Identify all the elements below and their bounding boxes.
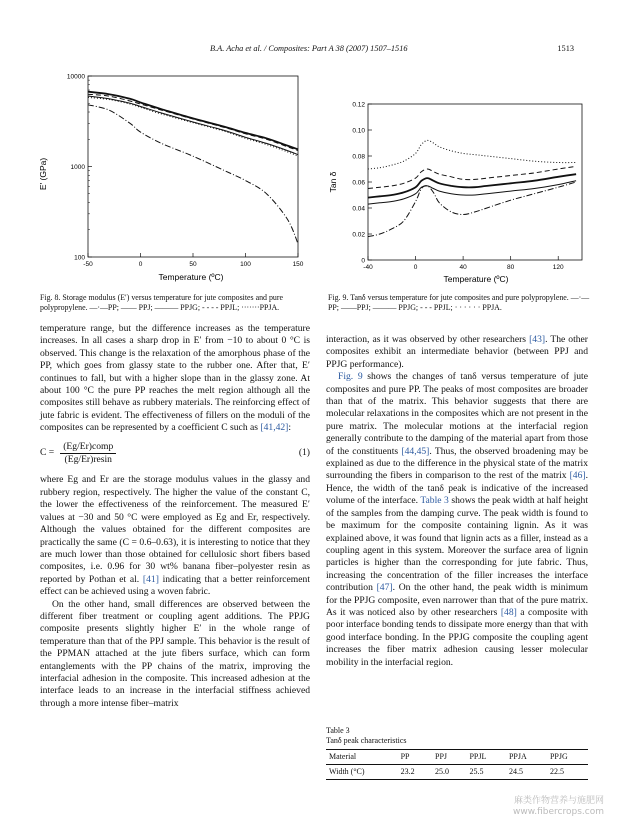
watermark-line-2: www.fibercrops.com bbox=[513, 807, 604, 817]
table-header-row bbox=[326, 750, 588, 765]
equation-fraction bbox=[60, 441, 116, 467]
fig9-y-tick-label: 0.02 bbox=[352, 231, 365, 239]
fig9-series-pp bbox=[368, 182, 576, 237]
equation-1 bbox=[40, 441, 310, 467]
table-cell: 25.0 bbox=[435, 767, 450, 776]
fig8-series-ppja bbox=[88, 97, 298, 156]
figure-link[interactable]: Fig. 9 bbox=[338, 371, 363, 383]
table-cell: 25.5 bbox=[469, 767, 484, 776]
fig8-x-axis-label: Temperature (ºC) bbox=[158, 272, 224, 282]
fig9-x-tick-label: 120 bbox=[552, 264, 564, 271]
left-paragraph-2 bbox=[40, 474, 310, 598]
fig8-y-tick-label: 100 bbox=[74, 254, 85, 262]
table-header-cell: PPJ bbox=[435, 752, 448, 761]
fig9-y-tick-label: 0.08 bbox=[352, 153, 365, 161]
fig8-series-ppj bbox=[88, 96, 298, 155]
text: indicating that a better reinforcement effect can be achieved using a woven fabric. bbox=[40, 573, 310, 598]
fig8-series-ppjg bbox=[88, 92, 298, 150]
citation-link[interactable]: [41,42] bbox=[260, 422, 289, 434]
table-header-cell: Material bbox=[329, 752, 357, 761]
left-paragraph-1 bbox=[40, 323, 310, 435]
fig9-series-ppjl bbox=[368, 166, 576, 188]
fig9-y-axis-label: Tan δ bbox=[328, 171, 338, 193]
figure-9-caption bbox=[328, 293, 590, 313]
fig8-x-tick-label: 150 bbox=[292, 261, 304, 268]
fig8-y-tick-label: 10000 bbox=[66, 73, 85, 81]
fig8-series-pp bbox=[88, 105, 298, 244]
citation-link[interactable]: [46] bbox=[569, 470, 586, 482]
fig9-y-tick-label: 0.04 bbox=[352, 205, 365, 213]
left-column bbox=[40, 323, 310, 710]
right-column bbox=[326, 334, 588, 669]
fig8-y-tick-label: 1000 bbox=[70, 164, 85, 171]
text: interaction, as it was observed by other researchers bbox=[326, 334, 530, 345]
text: shows the changes of tanδ versus temperature of jute composites and pure PP. The peaks of most composites are broader than that of the matrix. This behavior suggests that there are molecular relaxations in the composites which are not present in the pure matrix. The molecular motions at the interfacial region generally contribute to the damping of the material apart from those of the constituents bbox=[326, 371, 588, 457]
text: where Eg and Er are the storage modulus values in the glassy and rubbery region, respectively. The higher the value of the constant C, the lower the effectiveness of the reinforcement. The measured E′ values at −30 and 50 °C were employed as Eg and Er, respectively. Although the values obtained for the different composites are practically the same (C = 0.6–0.63), it is interesting to notice that they are much lower than those obtained for cellulosic short fibers based composites, i.e. 0.96 for 30 wt% banana fiber–polyester resin as reported by Pothan et al. bbox=[40, 474, 310, 585]
table-cell: 22.5 bbox=[549, 767, 564, 776]
equation-numerator: (Eg/Er)comp bbox=[60, 441, 116, 454]
fig8-caption-text: Fig. 8. Storage modulus (E′) versus temperature for jute composites and pure polypropylene. —·—PP; —— PPJ; ——— PPJG; - - - - PPJL; ·······PPJA. bbox=[40, 293, 283, 312]
table-header-cell: PPJA bbox=[508, 752, 527, 761]
fig9-x-tick-label: -40 bbox=[363, 264, 373, 271]
fig9-caption-text: Fig. 9. Tanδ versus temperature for jute composites and pure polypropylene. —·—PP; ——PPJ; ——— PPJG; - - - PPJL; · · · · · · PPJA. bbox=[328, 293, 590, 312]
text: . Thus, the observed broadening may be explained as due to the difference in the physical state of the matrix surrounding the fibers in comparison to the rest of the matrix bbox=[326, 445, 588, 482]
running-title: B.A. Acha et al. / Composites: Part A 38 (2007) 1507–1516 bbox=[210, 44, 408, 53]
fig9-series-ppjg bbox=[368, 174, 576, 197]
fig9-series bbox=[368, 140, 576, 236]
equation-lhs: C = bbox=[40, 447, 55, 459]
table-3-grid bbox=[326, 749, 588, 780]
fig9-series-ppja bbox=[368, 140, 576, 169]
fig8-axes bbox=[88, 76, 298, 257]
fig9-x-tick-label: 80 bbox=[507, 264, 515, 271]
fig9-y-tick-label: 0 bbox=[361, 257, 365, 265]
watermark bbox=[513, 796, 604, 818]
table-link[interactable]: Table 3 bbox=[420, 495, 449, 507]
fig9-y-tick-label: 0.12 bbox=[352, 101, 365, 109]
right-paragraph-1 bbox=[326, 334, 588, 371]
table-row bbox=[326, 765, 588, 780]
text: . On the other hand, the peak width is minimum for the PPJG composite, even narrower than that of the pure matrix. As it was noticed also by other researchers bbox=[326, 582, 588, 618]
text: temperature range, but the difference increases as the temperature increases. In all cases a sharp drop in E′ from −10 to about 0 °C is observed. This change is the relaxation of the amorphous phase of the PP, which goes from glassy state to the rubber one. After that, E′ continues to fall, but with a higher slope than in the glassy zone. At about 100 °C the pure PP reaches the melt region although all the composites still behave as rubbery materials. The reinforcing effect of jute fabric is evident. The effectiveness of fillers on the moduli of the composites can be represented by a coefficient C such as bbox=[40, 323, 310, 434]
fig8-tick-labels bbox=[67, 74, 304, 269]
table-header-cell: PPJG bbox=[549, 752, 568, 761]
fig9-y-tick-label: 0.06 bbox=[352, 179, 365, 187]
fig8-series bbox=[88, 92, 298, 244]
text: . The other composites exhibit an intermediate behavior (between PPJ and PPJG performance). bbox=[326, 334, 588, 370]
citation-link[interactable]: [43] bbox=[529, 334, 546, 345]
watermark-line-1: 麻类作物营养与施肥网 bbox=[513, 796, 604, 806]
fig9-axes bbox=[368, 104, 582, 260]
text: a composite with poor interface bonding tends to dissipate more energy than that with good interface bonding. In the PPJG composite the coupling agent increases the fiber matrix adhesion causing lesser molecular mobility in the interfacial region. bbox=[326, 606, 588, 668]
right-paragraph-2 bbox=[326, 371, 588, 669]
fig8-x-tick-label: 50 bbox=[189, 261, 197, 268]
fig9-x-tick-label: 0 bbox=[413, 264, 418, 271]
table-header-cell: PPJL bbox=[469, 752, 487, 761]
fig8-plot-frame bbox=[88, 76, 298, 257]
fig9-plot-frame bbox=[368, 104, 582, 260]
figure-8-chart bbox=[36, 62, 306, 287]
table-cell: 24.5 bbox=[508, 767, 523, 776]
table-3 bbox=[326, 726, 588, 780]
text: . Hence, the width of the tanδ peak is indicative of the increased volume of the interface. bbox=[326, 470, 588, 507]
left-paragraph-3 bbox=[40, 599, 310, 711]
text: On the other hand, small differences are observed between the different fiber treatment or coupling agent additions. The PPJG composite presents slightly higher E′ in the whole range of temperature than that of the PPJ sample. This behavior is the result of the PPMAN attached at the jute fibers surface, which can form entanglements with the PP chains of the matrix, improving the interfacial adhesion in the composite. This increased adhesion at the interface leads to an increase in the interfacial stiffness achieved through a more intense fiber–matrix bbox=[40, 598, 310, 709]
fig9-y-tick-label: 0.10 bbox=[352, 127, 365, 135]
table-header-cell: PP bbox=[400, 752, 410, 761]
fig8-x-tick-label: 100 bbox=[240, 261, 251, 268]
citation-link[interactable]: [48] bbox=[500, 606, 517, 618]
fig9-x-axis-label: Temperature (ºC) bbox=[443, 274, 509, 284]
table-3-title: Tanδ peak characteristics bbox=[326, 736, 407, 745]
text: : bbox=[288, 422, 292, 434]
citation-link[interactable]: [47] bbox=[376, 582, 393, 594]
table-cell: Width (°C) bbox=[329, 767, 365, 776]
page-number: 1513 bbox=[557, 44, 574, 53]
figure-9-chart bbox=[326, 92, 588, 287]
equation-number: (1) bbox=[298, 447, 310, 459]
fig9-x-tick-label: 40 bbox=[459, 264, 467, 271]
figure-8-caption bbox=[40, 293, 310, 313]
text: shows the peak width at half height of the samples from the damping curve. The peak width is found to be maximum for the composite containing lignin. As it was explained above, it was found that lignin acts as a filler, instead as a coupling agent in this system. Moreover the surface area of lignin particles is higher than the corresponding for jute fabric. Thus, increasing the concentration of the filler increases the interface contribution bbox=[326, 495, 589, 594]
table-3-label: Table 3 bbox=[326, 726, 350, 735]
table-cell: 23.2 bbox=[400, 767, 415, 776]
citation-link[interactable]: [41] bbox=[142, 573, 159, 585]
fig8-x-tick-label: -50 bbox=[83, 261, 93, 268]
fig8-y-axis-label: E' (GPa) bbox=[38, 157, 48, 191]
equation-denominator: (Eg/Er)resin bbox=[64, 454, 112, 466]
fig9-series-ppj bbox=[368, 181, 576, 204]
fig8-x-tick-label: 0 bbox=[138, 261, 143, 268]
citation-link[interactable]: [44,45] bbox=[401, 445, 430, 457]
